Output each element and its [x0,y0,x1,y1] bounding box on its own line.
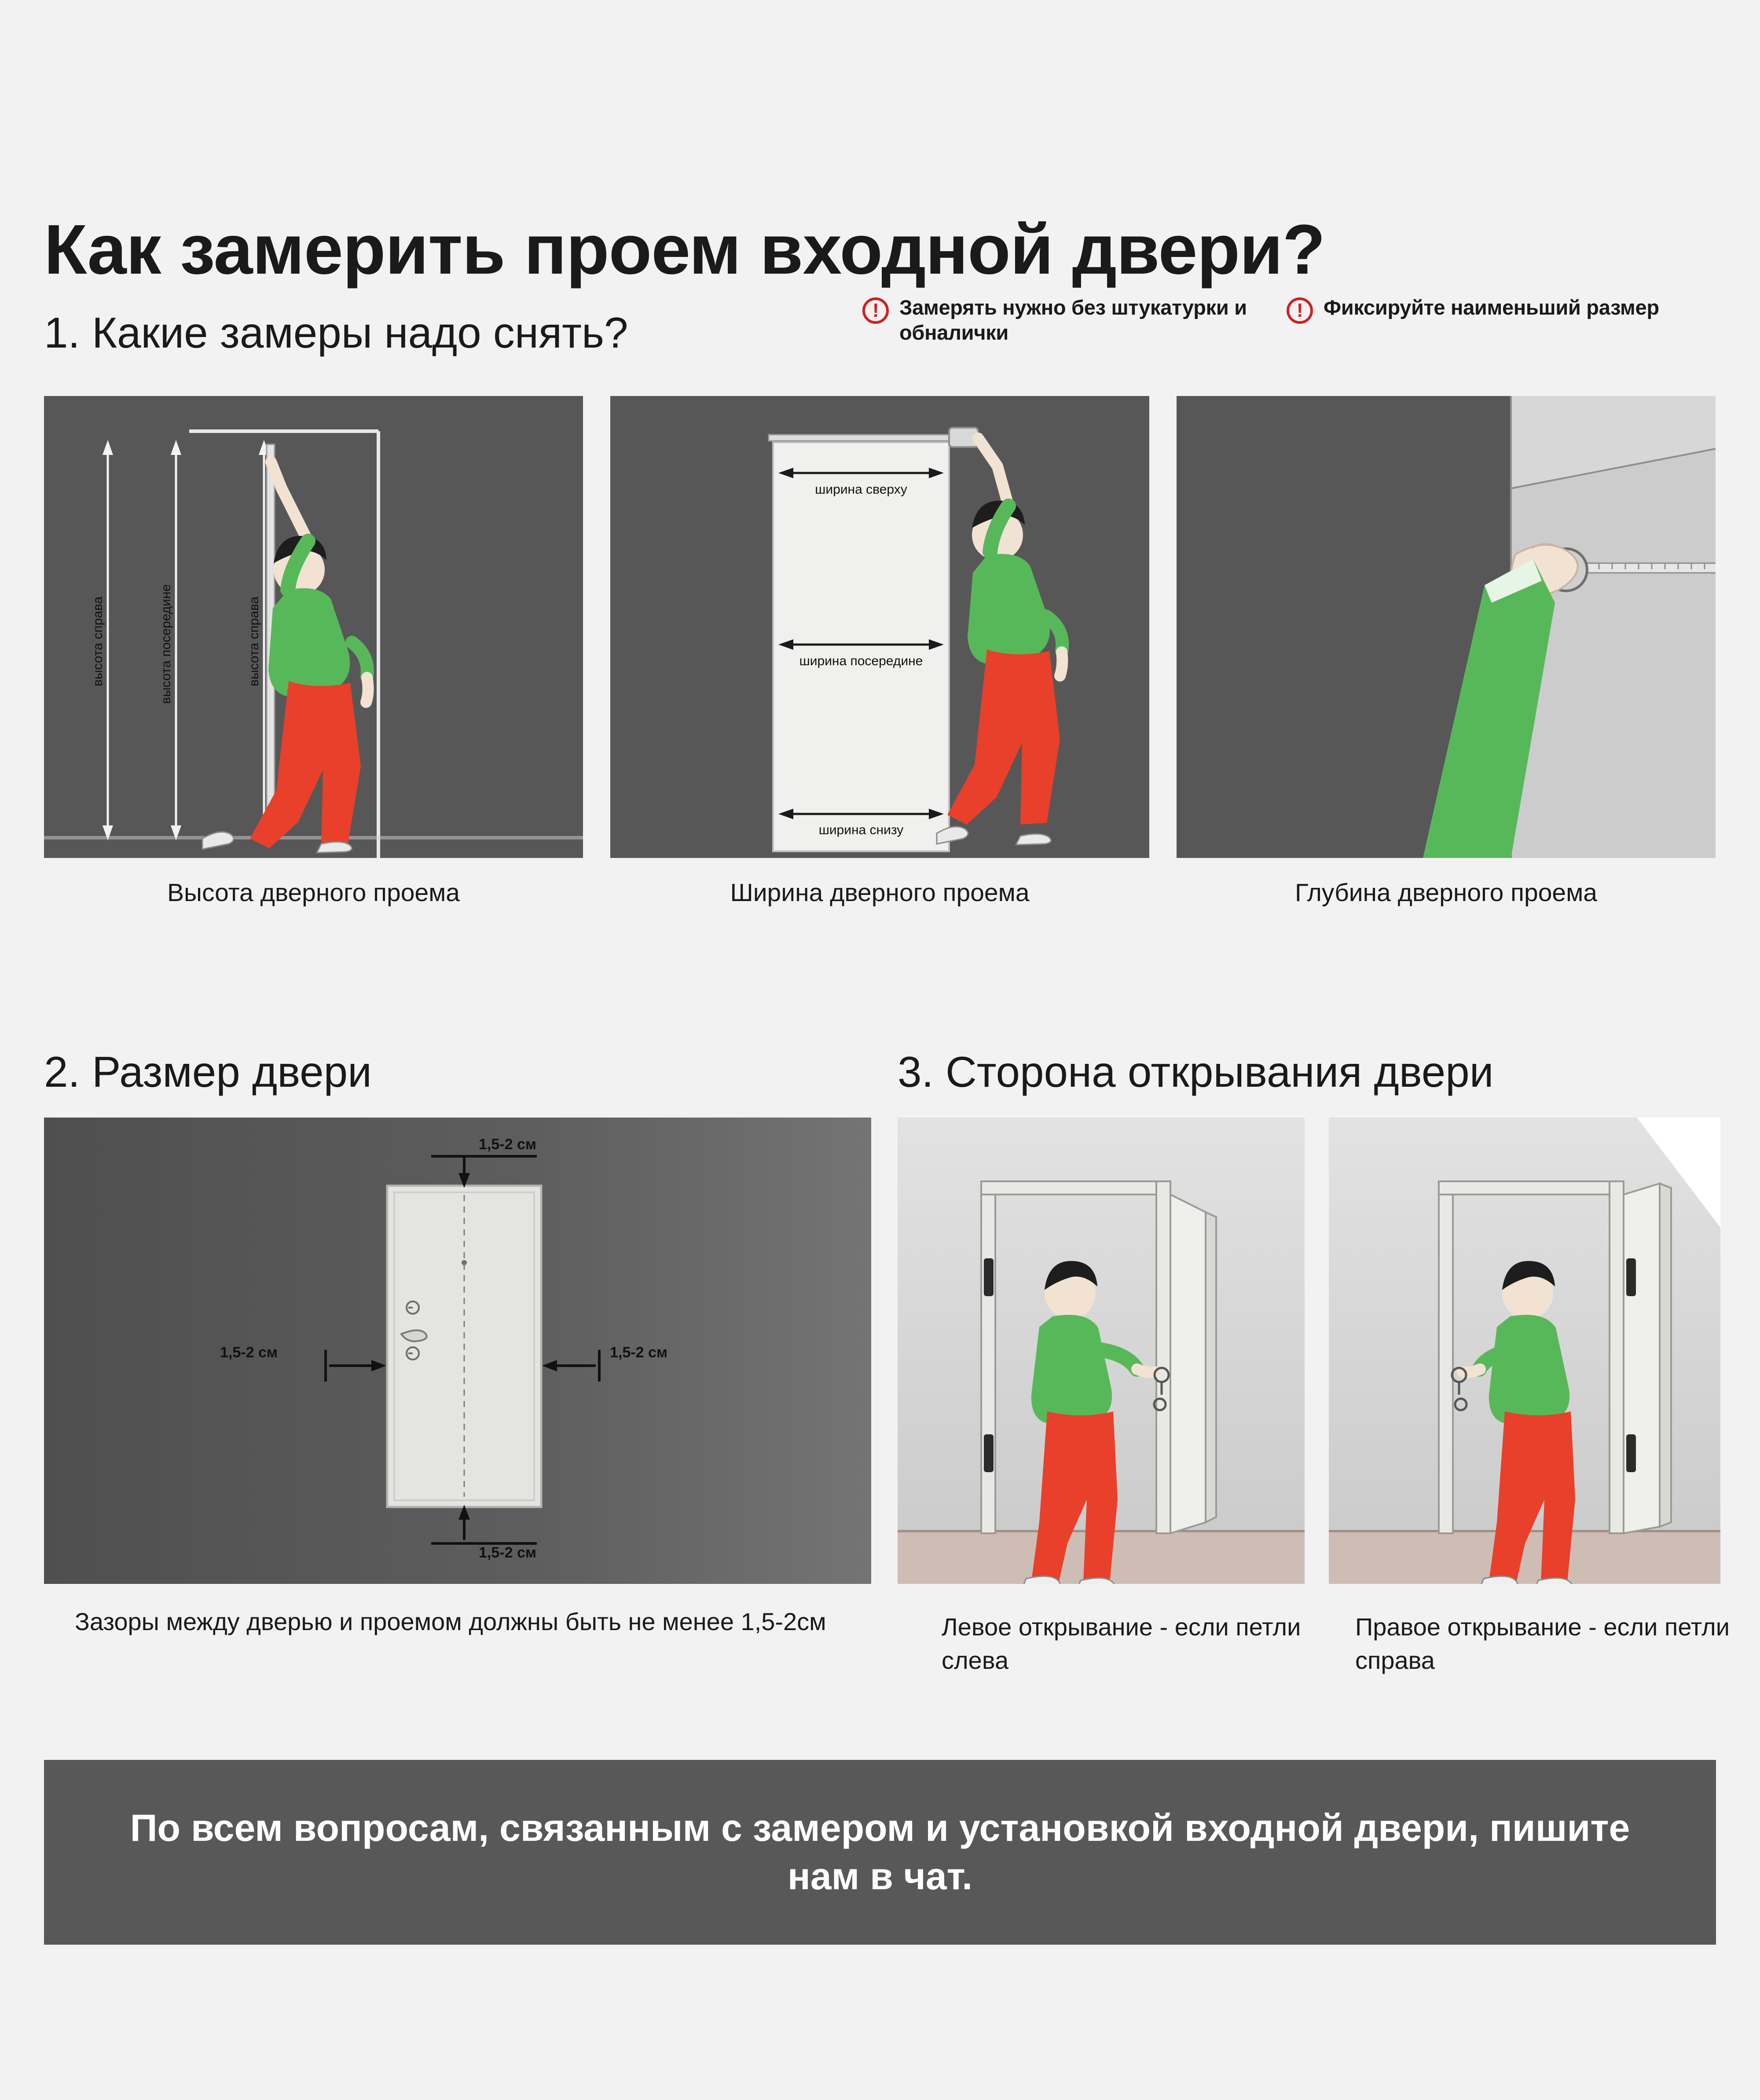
panel-width-illustration [610,396,1149,858]
right-opening-illustration [1329,1118,1720,1584]
gap-label-left: 1,5-2 см [220,1344,278,1361]
gap-label-top: 1,5-2 см [479,1136,537,1153]
left-opening-illustration [898,1118,1305,1584]
note-item [862,295,1269,345]
label-height-right-1: высота справа [91,596,105,686]
footer-bar [44,1760,1716,1945]
left-opening-caption: Левое открывание - если петли слева [942,1613,1301,1674]
depth-diagram [1177,396,1716,858]
note-item [1287,295,1659,345]
panel-height-illustration [44,396,583,858]
footer-text: По всем вопросам, связанным с замером и установкой входной двери, пишите нам в чат. [130,1807,1630,1898]
section-3-heading: 3. Сторона открывания двери [898,1048,1494,1096]
width-diagram [610,396,1149,858]
door-size-illustration [44,1118,871,1584]
panel-depth [1177,396,1716,907]
label-width-middle: ширина посередине [799,654,923,668]
door-size-caption: Зазоры между дверью и проемом должны быть не менее 1,5-2см [75,1608,826,1635]
panel-width-caption: Ширина дверного проема [730,879,1030,907]
section-2-heading: 2. Размер двери [44,1048,372,1096]
notes-group [862,295,1720,345]
label-height-middle: высота посередине [159,584,173,704]
right-opening-caption: Правое открывание - если петли справа [1355,1613,1730,1674]
panel-depth-illustration [1177,396,1716,858]
label-width-top: ширина сверху [815,482,907,497]
panel-depth-caption: Глубина дверного проема [1295,879,1597,907]
panel-height-caption: Высота дверного проема [167,879,460,907]
exclamation-icon: ! [862,297,889,324]
measurements-row [44,396,1716,907]
gap-label-bottom: 1,5-2 см [479,1544,537,1561]
right-opening-diagram [1329,1118,1720,1584]
label-height-right-2: высота справа [247,596,261,686]
gap-label-right: 1,5-2 см [610,1344,668,1361]
panel-height [44,396,583,907]
section-1-heading: 1. Какие замеры надо снять? [44,308,628,357]
note-text: Фиксируйте наименьший размер [1324,296,1659,319]
left-opening-diagram [898,1118,1305,1584]
exclamation-icon: ! [1287,297,1313,324]
panel-width [610,396,1149,907]
page-title: Как замерить проем входной двери? [44,210,1325,289]
door-gaps-diagram [44,1118,871,1584]
height-diagram [44,396,583,858]
note-text: Замерять нужно без штукатурки и обналички [899,296,1247,345]
label-width-bottom: ширина снизу [818,823,904,837]
